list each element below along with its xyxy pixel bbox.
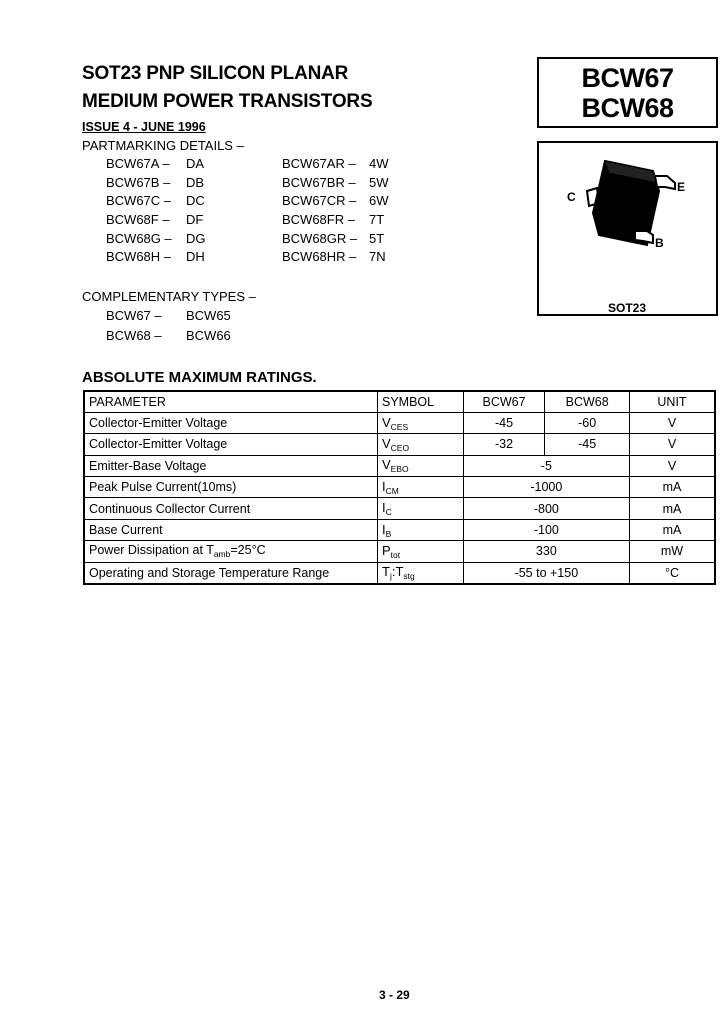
part-code: BCW68GR – [282,230,358,246]
marking-code: 5T [369,230,385,246]
part-code: BCW67C – [106,193,172,209]
table-row [84,477,715,498]
unit-cell: mA [630,498,716,519]
table-header-row [84,391,715,412]
table-row [84,455,715,476]
partmarking-right-row [282,212,385,231]
parameter-cell: Collector-Emitter Voltage [84,434,378,455]
value-shared: 330 [463,541,629,562]
page-number: 3 - 29 [379,988,410,1002]
parameter-cell [84,541,378,562]
ratings-table [83,390,716,585]
symbol-subscript: B [385,528,392,539]
part-number-bcw67: BCW67 [581,63,674,93]
symbol-separator: :T [391,564,404,580]
title-line-2: MEDIUM POWER TRANSISTORS [82,91,373,112]
table-row [84,519,715,540]
parameter-cell: Base Current [84,519,378,540]
parameter-subscript: amb [213,549,231,560]
symbol-cell [378,455,464,476]
symbol-cell [378,541,464,562]
parameter-text-suffix: =25°C [230,543,266,558]
partmarking-left-row [106,249,205,268]
partmarking-right-row [282,230,385,250]
pin-b-lead [635,231,653,243]
symbol-cell [378,412,464,433]
marking-code: 7N [369,249,386,265]
symbol-subscript: C [385,507,392,518]
parameter-cell: Emitter-Base Voltage [84,455,378,476]
symbol-letter: T [382,564,390,580]
partmarking-left-list [106,156,206,268]
marking-code: DA [186,156,205,171]
complementary-row [106,327,231,348]
marking-code: DC [186,193,205,209]
partmarking-left-row [106,193,205,212]
unit-cell: mA [630,519,716,540]
unit-cell: mA [630,477,716,498]
marking-code: DG [186,230,206,246]
complementary-heading: COMPLEMENTARY TYPES – [82,289,256,304]
unit-cell: °C [630,562,716,583]
partmarking-left-row [106,174,205,194]
parameter-cell: Collector-Emitter Voltage [84,412,378,433]
symbol-cell [378,477,464,498]
table-row [84,541,715,562]
pin-label-b: B [655,236,664,250]
value-shared: -5 [463,455,629,476]
marking-code: 7T [369,212,385,228]
part-code: BCW67 – [106,308,162,323]
symbol-subscript-j: j [389,571,392,582]
package-box [537,141,718,316]
partmarking-right-row [282,249,386,268]
symbol-cell [378,434,464,455]
marking-code: 4W [369,156,389,171]
ratings-heading: ABSOLUTE MAXIMUM RATINGS. [82,369,317,386]
part-code: BCW68FR – [282,212,355,228]
partmarking-right-row [282,174,389,194]
table-row [84,434,715,455]
value-shared: -1000 [463,477,629,498]
symbol-cell [378,519,464,540]
part-code: BCW67BR – [282,174,356,190]
symbol-subscript: CEO [390,442,410,453]
symbol-cell [378,562,464,583]
marking-code: DF [186,212,204,228]
sot23-package-drawing [539,143,716,314]
value-shared: -100 [463,519,629,540]
package-label: SOT23 [607,301,647,314]
unit-cell: V [630,412,716,433]
header-bcw67: BCW67 [463,391,545,412]
part-code: BCW67A – [106,156,170,171]
symbol-letter: I [382,521,386,537]
part-code: BCW68H – [106,249,172,265]
value-shared: -800 [463,498,629,519]
header-unit: UNIT [630,391,716,412]
marking-code: 6W [369,193,389,209]
unit-cell: V [630,434,716,455]
symbol-letter: V [382,414,391,430]
complementary-list [106,308,231,347]
value-bcw68: -45 [545,434,630,455]
parameter-cell: Peak Pulse Current(10ms) [84,477,378,498]
part-number-box [537,57,718,128]
complementary-row [106,308,231,328]
pin-label-e: E [677,180,686,194]
symbol-letter: V [382,457,391,473]
symbol-cell [378,498,464,519]
partmarking-right-row [282,193,389,212]
symbol-letter: I [382,478,386,494]
value-shared: -55 to +150 [463,562,629,583]
symbol-letter: V [382,435,391,451]
pin-label-c: C [567,190,576,204]
partmarking-right-row [282,156,389,175]
partmarking-left-row [106,212,204,231]
partmarking-right-list [282,156,389,268]
title-line-1: SOT23 PNP SILICON PLANAR [82,63,349,84]
symbol-letter: P [382,542,391,558]
unit-cell: mW [630,541,716,562]
partmarking-left-row [106,230,206,250]
unit-cell: V [630,455,716,476]
issue-date: ISSUE 4 - JUNE 1996 [82,120,206,134]
part-code: BCW68F – [106,212,170,228]
part-code: BCW67CR – [282,193,357,209]
parameter-text: Power Dissipation at T [89,543,214,558]
header-symbol: SYMBOL [378,391,464,412]
part-code: BCW68HR – [282,249,357,265]
value-bcw67: -32 [463,434,545,455]
part-code: BCW68 – [106,327,162,343]
value-bcw67: -45 [463,412,545,433]
parameter-cell: Operating and Storage Temperature Range [84,562,378,583]
header-bcw68: BCW68 [545,391,630,412]
table-row [84,562,715,583]
symbol-subscript: stg [403,571,415,582]
parameter-cell: Continuous Collector Current [84,498,378,519]
table-row [84,498,715,519]
part-number-bcw68: BCW68 [581,93,674,123]
part-code: BCW68G – [106,230,172,246]
partmarking-heading: PARTMARKING DETAILS – [82,138,244,153]
symbol-subscript: CES [390,421,409,432]
partmarking-left-row [106,156,205,175]
complementary-part: BCW66 [186,327,231,343]
value-bcw68: -60 [545,412,630,433]
marking-code: DH [186,249,205,265]
pin-e-lead [655,176,675,189]
part-code: BCW67AR – [282,156,356,171]
symbol-subscript: CM [385,485,399,496]
table-row [84,412,715,433]
symbol-subscript: EBO [390,464,409,475]
marking-code: 5W [369,174,389,190]
header-parameter: PARAMETER [84,391,378,412]
marking-code: DB [186,174,205,190]
complementary-part: BCW65 [186,308,231,323]
part-code: BCW67B – [106,174,171,190]
symbol-letter: I [382,500,386,516]
symbol-subscript: tot [390,549,401,560]
